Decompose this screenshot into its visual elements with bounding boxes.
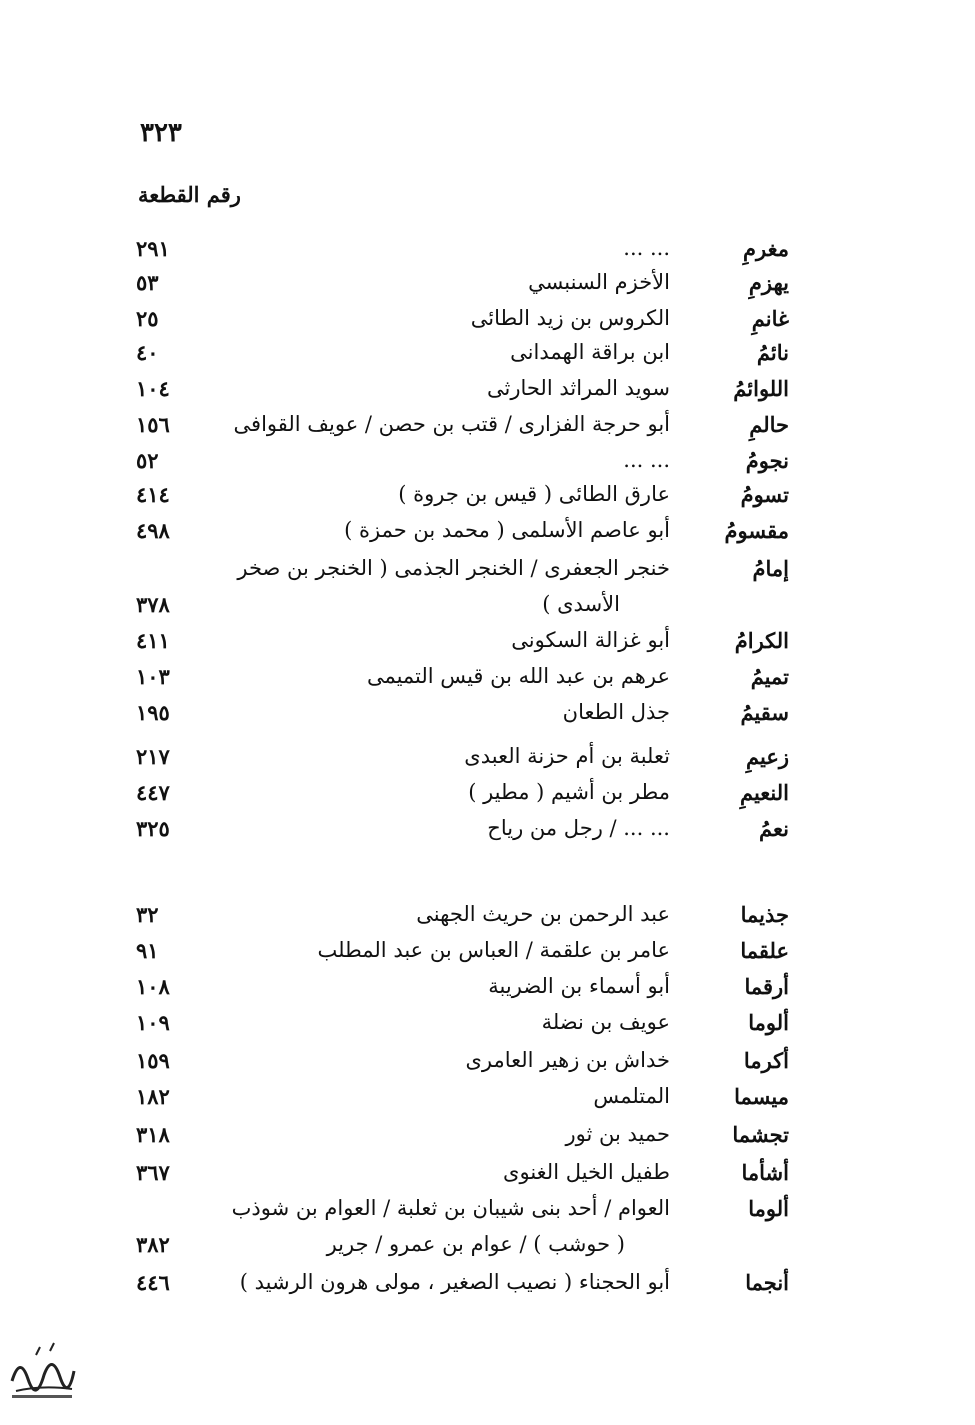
rhyme-word: حالمِ: [749, 412, 789, 437]
poet-name: المتلمس: [593, 1084, 670, 1108]
rhyme-word: إمامُ: [752, 556, 789, 581]
piece-number: ٤٠: [136, 340, 159, 365]
list-item: [0, 974, 975, 1010]
piece-number: ٥٣: [136, 270, 159, 295]
piece-number: ٤٤٦: [136, 1270, 170, 1295]
piece-number: ٤٩٨: [136, 518, 170, 543]
piece-number: ٤٤٧: [136, 780, 170, 805]
rhyme-word: مغرمِ: [743, 236, 789, 261]
rhyme-word: النعيمِ: [739, 780, 789, 805]
poet-name: ... ...: [623, 448, 670, 472]
rhyme-word: زعيمِ: [746, 744, 789, 769]
poet-name: الأخزم السنبسي: [528, 270, 670, 294]
rhyme-word: علقما: [740, 938, 789, 963]
list-item: [0, 1048, 975, 1084]
piece-number: ٢٥: [136, 306, 159, 331]
rhyme-word: نعمُ: [759, 816, 789, 841]
piece-number: ٣٢٥: [136, 816, 170, 841]
rhyme-word: الكرامُ: [734, 628, 789, 653]
piece-number: ٣٦٧: [136, 1160, 170, 1185]
piece-number: ٣١٨: [136, 1122, 170, 1147]
list-item: [0, 1196, 975, 1232]
rhyme-word: يهزمِ: [748, 270, 789, 295]
list-item: [0, 780, 975, 816]
poet-name: مطر بن أشيم ( مطير ): [468, 780, 670, 804]
list-item: [0, 700, 975, 736]
poet-name: ... ... / رجل من رياح: [487, 816, 670, 840]
list-item: [0, 482, 975, 518]
piece-number: ٥٢: [136, 448, 159, 473]
piece-number: ٤١٤: [136, 482, 170, 507]
piece-number: ٣٨٢: [136, 1232, 170, 1257]
rhyme-word: ميسما: [734, 1084, 789, 1109]
piece-number: ١٠٨: [136, 974, 170, 999]
rhyme-word: أشأما: [741, 1160, 789, 1185]
list-item: [0, 270, 975, 306]
list-item: [0, 902, 975, 938]
list-item: [0, 556, 975, 592]
poet-name: الكروس بن زيد الطائى: [470, 306, 670, 330]
library-stamp-logo: [6, 1335, 78, 1407]
list-item-continuation: [0, 1232, 975, 1268]
piece-number: ١٥٦: [136, 412, 170, 437]
list-item: [0, 376, 975, 412]
page-number: ٣٢٣: [140, 118, 182, 148]
piece-number: ٩١: [136, 938, 159, 963]
poet-name: عامر بن علقمة / العباس بن عبد المطلب: [317, 938, 670, 962]
list-item: [0, 1010, 975, 1046]
list-item-continuation: [0, 592, 975, 628]
piece-number: ١٩٥: [136, 700, 170, 725]
list-item: [0, 1084, 975, 1120]
rhyme-word: نائمُ: [756, 340, 789, 365]
rhyme-word: أنجما: [745, 1270, 789, 1295]
piece-number: ١٠٣: [136, 664, 170, 689]
poet-name: ... ...: [623, 236, 670, 260]
list-item: [0, 938, 975, 974]
piece-number: ١٠٤: [136, 376, 170, 401]
poet-name: أبو حرجة الفزارى / قتب بن حصن / عويف القوافى: [233, 412, 670, 436]
poet-name: خنجر الجعفرى / الخنجر الجذمى ( الخنجر بن صخر: [237, 556, 670, 580]
list-item: [0, 448, 975, 484]
rhyme-word: اللوائمُ: [733, 376, 789, 401]
poet-name: عبد الرحمن بن حريث الجهنى: [416, 902, 670, 926]
list-item: [0, 816, 975, 852]
rhyme-word: تميمُ: [750, 664, 789, 689]
list-item: [0, 1122, 975, 1158]
poet-name: العوام / أحد بنى شيبان بن ثعلبة / العوام بن شوذب: [231, 1196, 670, 1220]
poet-name: ثعلبة بن أم حزنة العبدى: [464, 744, 670, 768]
poet-name: حميد بن ثور: [565, 1122, 670, 1146]
rhyme-word: أكرما: [743, 1048, 789, 1073]
piece-number: ١٠٩: [136, 1010, 170, 1035]
piece-number: ٢١٧: [136, 744, 170, 769]
list-item: [0, 664, 975, 700]
rhyme-word: غانمِ: [751, 306, 789, 331]
piece-number: ١٨٢: [136, 1084, 170, 1109]
poet-name: أبو غزالة السكونى: [511, 628, 670, 652]
rhyme-word: سقيمُ: [740, 700, 789, 725]
poet-name: ( حوشب ) / عوام بن عمرو / جرير: [326, 1232, 625, 1256]
rhyme-word: أرقما: [744, 974, 789, 999]
list-item: [0, 306, 975, 342]
list-item: [0, 236, 975, 272]
poet-name: عارق الطائى ( قيس بن جروة ): [398, 482, 670, 506]
rhyme-word: جذيما: [740, 902, 789, 927]
list-item: [0, 628, 975, 664]
poet-name: أبو الحجناء ( نصيب الصغير ، مولى هرون الرشيد ): [239, 1270, 670, 1294]
piece-number: ٣٢: [136, 902, 159, 927]
rhyme-word: ألوما: [748, 1010, 789, 1035]
piece-number: ١٥٩: [136, 1048, 170, 1073]
poet-name: ابن براقة الهمدانى: [510, 340, 670, 364]
rhyme-word: نجومُ: [745, 448, 789, 473]
piece-number: ٣٧٨: [136, 592, 170, 617]
poet-name: سويد المراثد الحارثى: [486, 376, 670, 400]
poet-name: عويف بن نضلة: [541, 1010, 670, 1034]
list-item: [0, 1160, 975, 1196]
poet-name: جذل الطعان: [562, 700, 670, 724]
column-header: رقم القطعة: [138, 182, 241, 207]
list-item: [0, 340, 975, 376]
poet-name: خداش بن زهير العامرى: [465, 1048, 670, 1072]
poet-name: أبو أسماء بن الضريبة: [488, 974, 670, 998]
rhyme-word: تجشما: [732, 1122, 789, 1147]
poet-name: أبو عاصم الأسلمى ( محمد بن حمزة ): [344, 518, 670, 542]
piece-number: ٢٩١: [136, 236, 170, 261]
rhyme-word: تسومُ: [740, 482, 789, 507]
poet-name: عرهم بن عبد الله بن قيس التميمى: [366, 664, 670, 688]
list-item: [0, 518, 975, 554]
list-item: [0, 1270, 975, 1306]
rhyme-word: ألوما: [748, 1196, 789, 1221]
list-item: [0, 412, 975, 448]
poet-name: طفيل الخيل الغنوى: [503, 1160, 670, 1184]
piece-number: ٤١١: [136, 628, 170, 653]
poet-name: الأسدى ): [542, 592, 620, 616]
rhyme-word: مقسومُ: [724, 518, 789, 543]
list-item: [0, 744, 975, 780]
